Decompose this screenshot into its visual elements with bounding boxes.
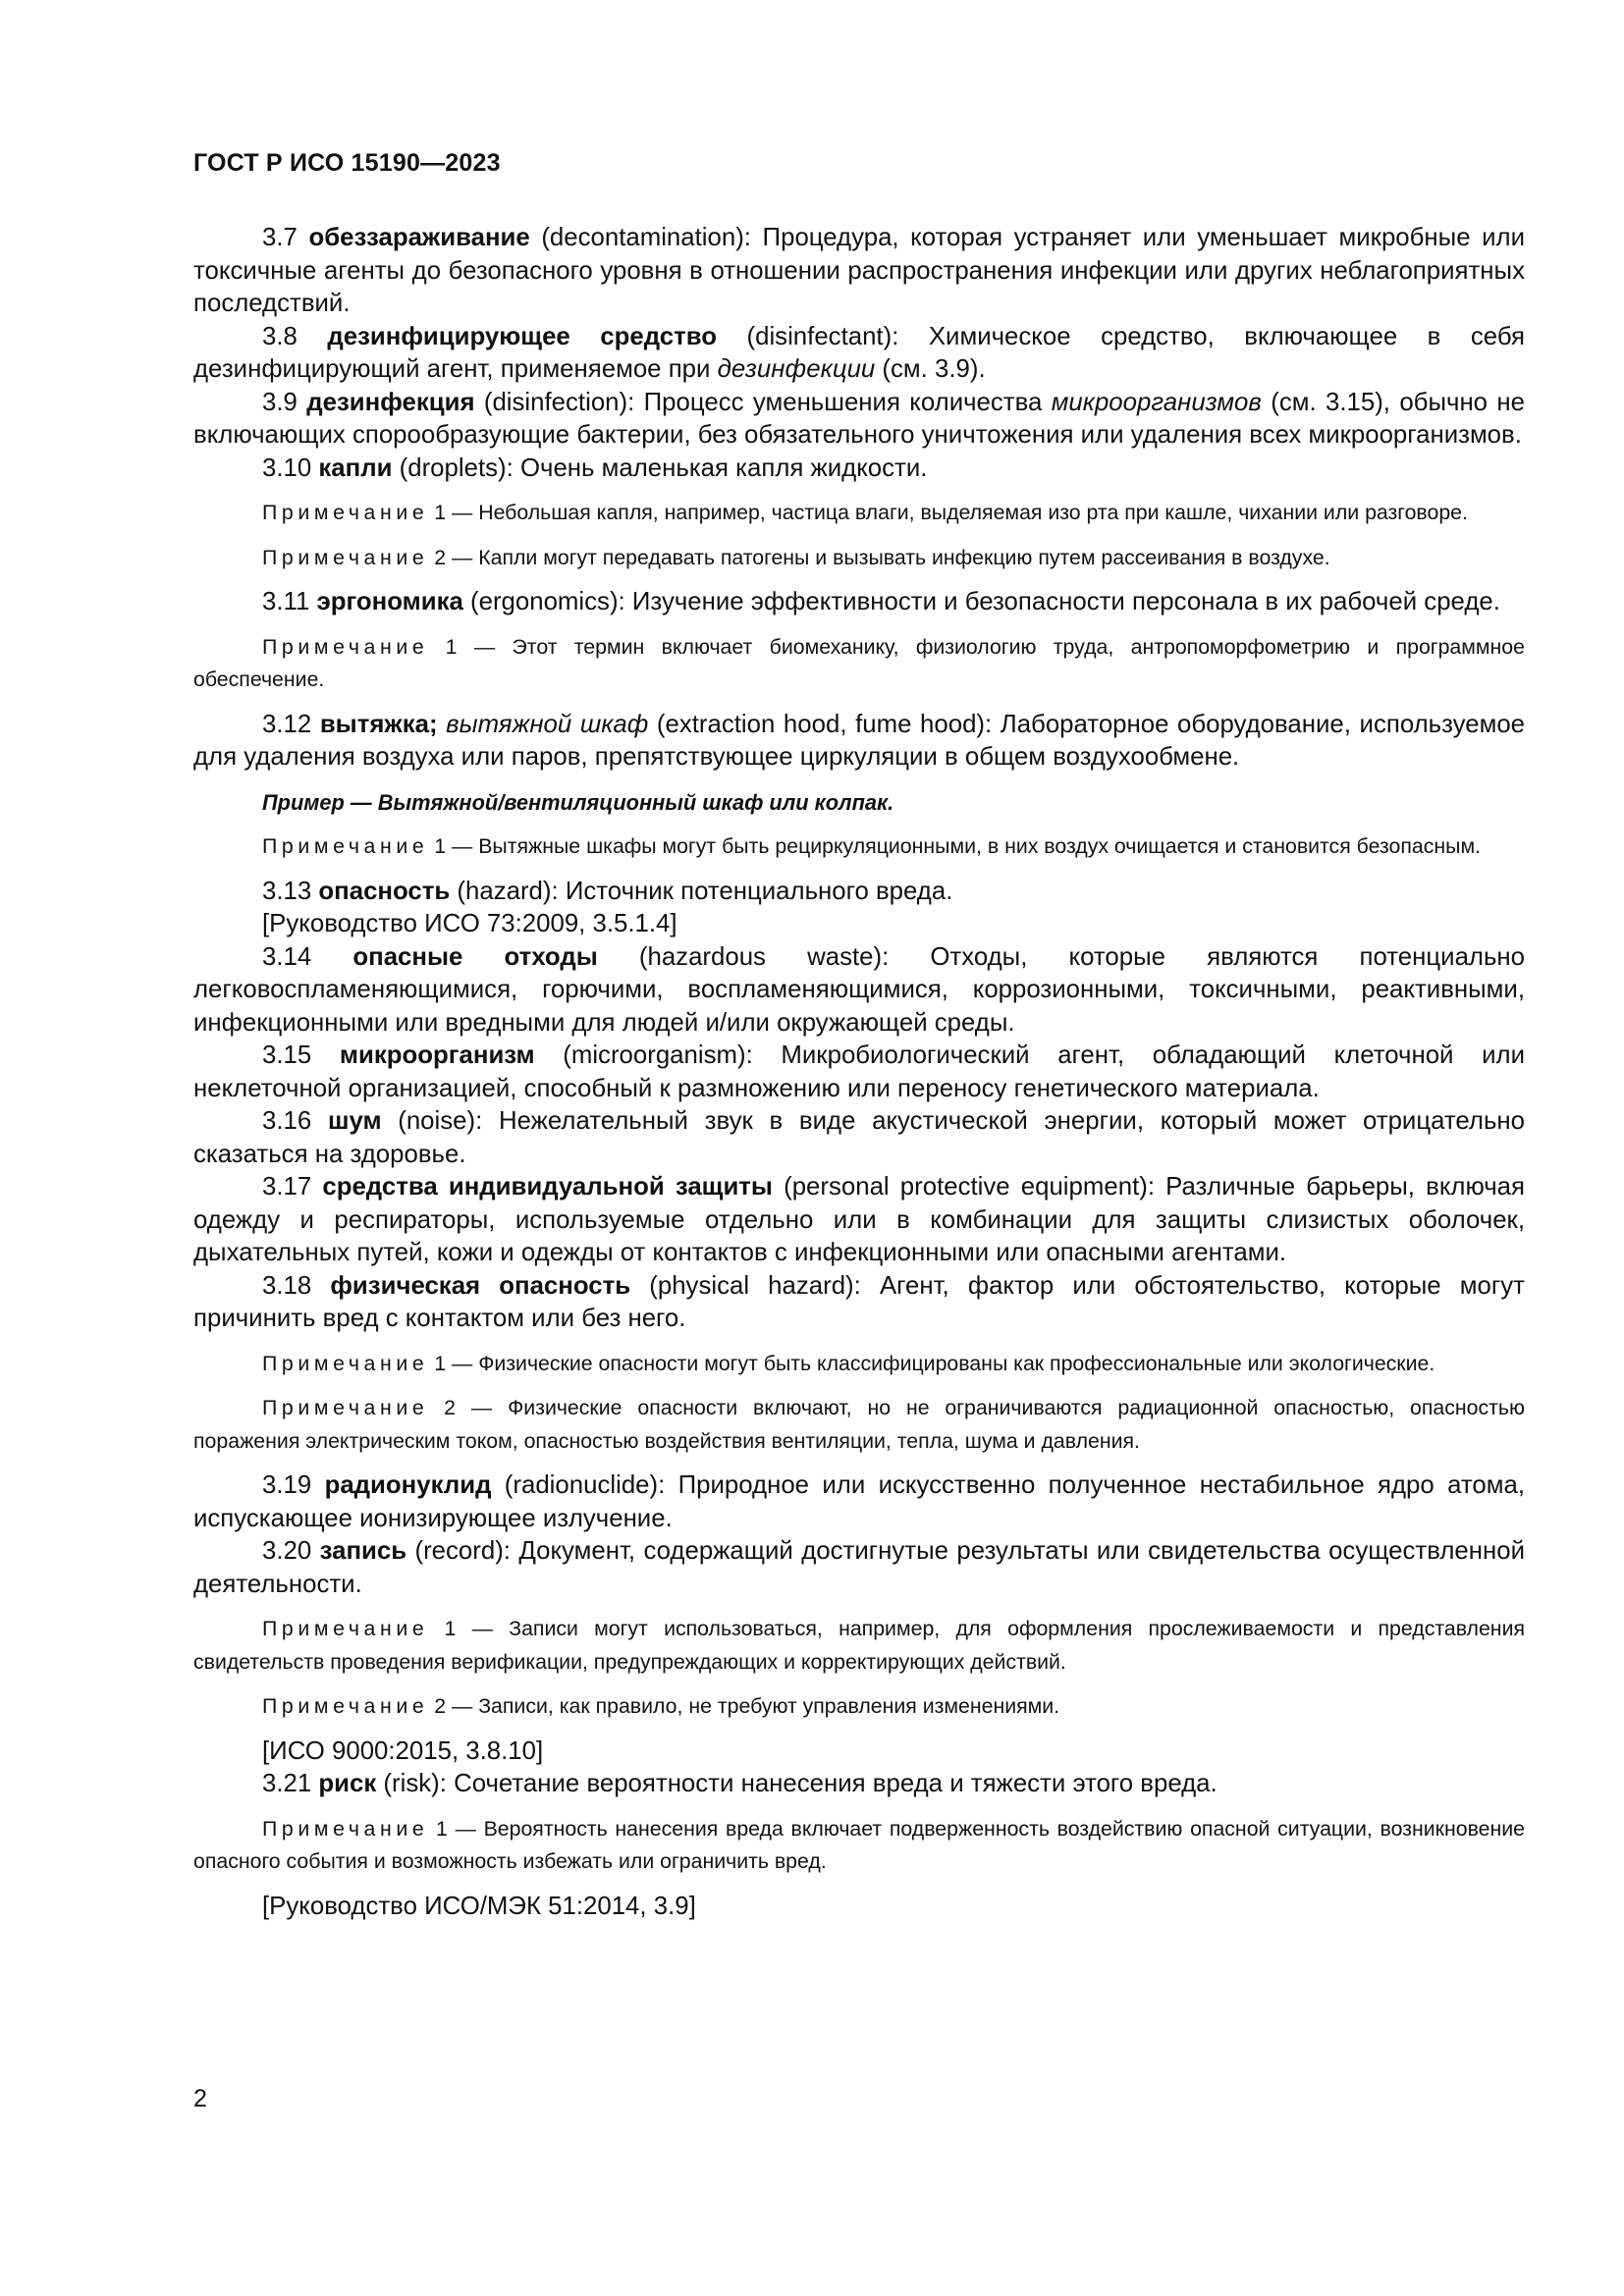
note-label: Примечание (262, 1694, 429, 1718)
note-3-21-1 (193, 1813, 1525, 1879)
note-3-18-2 (193, 1392, 1525, 1458)
definition: (radionuclide): Природное или искусственно полученное нестабильное ядро атома, испускающее ионизирующее излучение. (193, 1471, 1525, 1532)
clause-3-17 (193, 1171, 1525, 1270)
clause-3-15 (193, 1040, 1525, 1105)
document-body (193, 222, 1525, 1923)
note-number: 1 (445, 634, 458, 659)
definition: (microorganism): Микробиологический агент, обладающий клеточной или неклеточной организацией, способный к размножению или переносу генетического материала. (193, 1041, 1526, 1102)
note-3-20-2 (193, 1690, 1525, 1724)
note-3-10-2 (193, 542, 1525, 575)
clause-number: 3.18 (262, 1271, 312, 1300)
clause-number: 3.7 (262, 224, 298, 251)
note-text: — Небольшая капля, например, частица влаги, выделяемая изо рта при кашле, чихании или разговоре. (446, 501, 1468, 524)
note-text: — Капли могут передавать патогены и вызывать инфекцию путем рассеивания в воздухе. (446, 545, 1330, 569)
definition: (physical hazard): Агент, фактор или обстоятельство, которые могут причинить вред с контактом или без него. (193, 1271, 1525, 1332)
term: риск (318, 1770, 377, 1797)
definition: (ergonomics): Изучение эффективности и безопасности персонала в их рабочей среде. (462, 588, 1500, 615)
term: вытяжка; (319, 710, 438, 738)
italic-reference: микроорганизмов (1051, 388, 1262, 416)
source-reference: [ИСО 9000:2015, 3.8.10] (262, 1736, 544, 1765)
clause-3-13 (193, 876, 1525, 909)
clause-3-16 (193, 1105, 1525, 1171)
term: физическая опасность (330, 1271, 631, 1300)
clause-number: 3.10 (262, 454, 312, 482)
source-reference: [Руководство ИСО 73:2009, 3.5.1.4] (262, 910, 677, 937)
clause-number: 3.17 (262, 1173, 312, 1201)
clause-number: 3.20 (262, 1537, 312, 1565)
term: опасные отходы (352, 942, 598, 971)
definition: (personal protective equipment): Различные барьеры, включая одежду и респираторы, используемые отдельно или в комбинации для защиты слизистых оболочек, дыхательных путей, кожи и одежды от контактов с инфекционными или опасными агентами. (193, 1173, 1525, 1266)
term: обеззараживание (308, 224, 530, 251)
clause-3-11 (193, 586, 1525, 619)
note-3-10-1 (193, 497, 1525, 530)
definition: (disinfectant): Химическое средство, включающее в себя дезинфицирующий агент, применяемое при (193, 322, 1525, 383)
definition: (extraction hood, fume hood): Лабораторное оборудование, используемое для удаления воздуха или паров, препятствующее циркуляции в общем воздухообмене. (193, 710, 1526, 771)
definition: (hazardous waste): Отходы, которые являются потенциально легковоспламеняющимися, горючими, воспламеняющимися, коррозионными, токсичными, реактивными, инфекционными или вредными для людей и/или окружающей среды. (193, 942, 1526, 1037)
note-number: 1 (434, 1351, 447, 1375)
clause-3-10 (193, 453, 1525, 486)
note-label: Примечание (262, 634, 429, 659)
term: дезинфицирующее средство (327, 322, 718, 350)
definition: (record): Документ, содержащий достигнутые результаты или свидетельства осуществленной деятельности. (193, 1537, 1525, 1598)
clause-3-9 (193, 387, 1525, 453)
note-label: Примечание (262, 1816, 429, 1841)
clause-number: 3.14 (262, 942, 312, 971)
note-number: 2 (434, 545, 447, 569)
source-reference: [Руководство ИСО/МЭК 51:2014, 3.9] (262, 1892, 696, 1920)
clause-number: 3.19 (262, 1471, 312, 1499)
italic-reference: дезинфекции (717, 355, 876, 383)
term: капли (318, 454, 393, 482)
definition: (noise): Нежелательный звук в виде акустической энергии, который может отрицательно сказаться на здоровье. (193, 1107, 1525, 1168)
note-label: Примечание (262, 501, 429, 524)
definition: (disinfection): Процесс уменьшения количества (474, 388, 1052, 416)
definition: (decontamination): Процедура, которая устраняет или уменьшает микробные или токсичные агенты до безопасного уровня в отношении распространения инфекции или других неблагоприятных последствий. (193, 224, 1526, 317)
note-label: Примечание (262, 545, 429, 569)
note-number: 2 (444, 1396, 457, 1419)
note-number: 1 (434, 501, 447, 524)
clause-3-7 (193, 222, 1525, 321)
note-3-11-1 (193, 631, 1525, 697)
note-text: — Вероятность нанесения вреда включает подверженность воздействию опасной ситуации, возникновение опасного события и возможность избежать или ограничить вред. (193, 1816, 1525, 1873)
note-label: Примечание (262, 1351, 429, 1375)
definition: (hazard): Источник потенциального вреда. (450, 877, 953, 905)
note-text: — Записи могут использоваться, например, для оформления прослеживаемости и представления свидетельств проведения верификации, предупреждающих и корректирующих действий. (193, 1617, 1525, 1674)
clause-3-18 (193, 1270, 1525, 1336)
clause-number: 3.16 (262, 1107, 312, 1135)
note-text: — Вытяжные шкафы могут быть рециркуляционными, в них воздух очищается и становится безопасным. (446, 834, 1481, 858)
clause-number: 3.13 (262, 877, 312, 905)
clause-number: 3.9 (262, 388, 298, 416)
term: шум (327, 1107, 382, 1135)
note-number: 1 (434, 834, 447, 858)
term: радионуклид (324, 1471, 492, 1499)
note-label: Примечание (262, 1396, 429, 1419)
italic-term: вытяжной шкаф (446, 710, 649, 738)
clause-3-19 (193, 1469, 1525, 1535)
clause-number: 3.21 (262, 1770, 312, 1797)
note-label: Примечание (262, 1617, 429, 1640)
note-number: 1 (444, 1617, 457, 1640)
term: запись (319, 1537, 407, 1565)
note-3-20-1 (193, 1613, 1525, 1679)
definition-end: (см. 3.9). (875, 355, 986, 383)
definition: (risk): Сочетание вероятности нанесения вреда и тяжести этого вреда. (376, 1770, 1218, 1797)
note-number: 2 (434, 1694, 447, 1718)
note-text: — Записи, как правило, не требуют управления изменениями. (446, 1694, 1060, 1718)
note-text: — Физические опасности могут быть классифицированы как профессиональные или экологические. (446, 1351, 1435, 1375)
definition: (droplets): Очень маленькая капля жидкости. (392, 454, 928, 482)
clause-number: 3.15 (262, 1041, 312, 1069)
note-3-18-1 (193, 1348, 1525, 1381)
clause-3-14 (193, 941, 1525, 1041)
note-label: Примечание (262, 834, 429, 858)
clause-3-12 (193, 709, 1525, 774)
clause-3-8 (193, 321, 1525, 387)
clause-3-20 (193, 1535, 1525, 1601)
document-header: ГОСТ Р ИСО 15190—2023 (193, 149, 501, 177)
clause-number: 3.8 (262, 322, 298, 350)
note-text: — Этот термин включает биомеханику, физиологию труда, антропоморфометрию и программное обеспечение. (193, 634, 1525, 691)
clause-number: 3.11 (262, 588, 310, 615)
note-3-12-1 (193, 830, 1525, 864)
clause-3-21 (193, 1768, 1525, 1801)
note-number: 1 (436, 1816, 448, 1841)
note-text: — Физические опасности включают, но не ограничиваются радиационной опасностью, опасностью поражения электрическим током, опасностью воздействия вентиляции, тепла, шума и давления. (193, 1396, 1525, 1453)
example-3-12: Пример — Вытяжной/вентиляционный шкаф или колпак. (262, 789, 894, 815)
definition-end: (см. 3.15), обычно не включающих спорообразующие бактерии, без обязательного уничтожения или удаления всех микроорганизмов. (193, 388, 1525, 449)
page-number: 2 (193, 2085, 207, 2112)
clause-number: 3.12 (262, 710, 312, 738)
term: микроорганизм (339, 1041, 535, 1069)
term: эргономика (316, 588, 463, 615)
term: опасность (318, 877, 451, 905)
term: средства индивидуальной защиты (322, 1173, 773, 1201)
term: дезинфекция (306, 388, 475, 416)
